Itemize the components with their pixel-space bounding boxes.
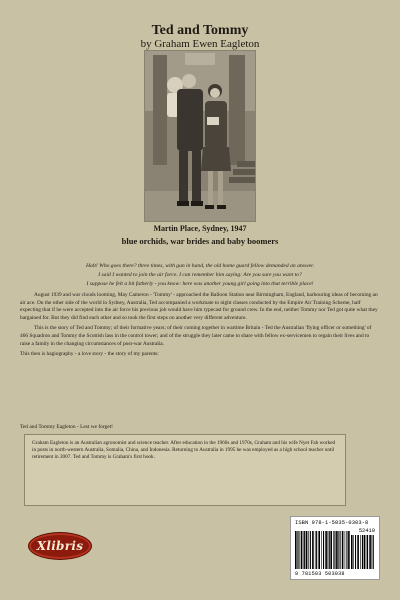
- quote-line: Halt! Who goes there? three times, with gun in hand, the old home guard fellow demanded an answer.: [85, 263, 315, 269]
- barcode: [290, 516, 380, 580]
- closing-line: Ted and Tommy Eagleton - Lest we forget!: [20, 424, 113, 430]
- book-title: Ted and Tommy: [151, 23, 249, 38]
- ean-number: 9 781503 503038: [295, 571, 345, 577]
- photo-caption-subtitle: blue orchids, war brides and baby boomers: [121, 236, 279, 246]
- ean-bars: [295, 531, 351, 569]
- publisher-name: Xlibris: [36, 539, 84, 553]
- opening-quote: [14, 262, 386, 289]
- price-addon-text: 52419: [358, 528, 375, 534]
- book-author: by Graham Ewen Eagleton: [140, 38, 260, 50]
- quote-line: I said I wanted to join the air force. I can remember him saying: Are you sure you want to?: [98, 272, 302, 278]
- photo-illustration: [145, 51, 255, 221]
- author-bio: Graham Eagleton is an Australian agronomist and science teacher. After education in the 1960s and 1970s, Graham and his wife Nyet Fah worked in posts in north-western Australia, Somalia, China, and Indonesia. Returning to Australia in 1995 he was employed as a high school teacher until retirement in 2007. Ted and Tommy is Graham's first book.: [24, 434, 346, 506]
- blurb-paragraph: This is the story of Ted and Tommy; of their formative years; of their coming together in wartime Britain - Ted the Australian 'flying officer or something' of 466 Squadron and Tommy the Scottish lass in the control tower; and of the struggle they later came to share with fellow ex-servicemen to regain their lives and to raise a family in the changing circumstances of post-war Australia.: [20, 325, 372, 347]
- blurb: [20, 292, 380, 362]
- isbn-text: ISBN 978-1-5035-0303-8: [295, 520, 369, 526]
- cover-photo: [144, 50, 256, 222]
- blurb-paragraph: August 1939 and war clouds looming, May Cameron - 'Tommy' - approached the Balloon Station near Birmingham, England, harbouring ideas of becoming an air ace. On the other side of the world in Sydney, Australia, Ted accompanied a workmate to night classes conducted by the Empire Air Training Scheme, half expecting that if he were accepted into the air force his previous job would have him typecast for ground crew. In the end, neither Tommy nor Ted got quite what they bargained for. But they did find each other and so took the first steps on another very different adventure.: [20, 292, 378, 321]
- publisher-logo: [28, 532, 92, 560]
- quote-line: I suppose he felt a bit fatherly - you know: here was another young girl going into that terrible place!: [86, 281, 314, 287]
- addon-bars: [351, 535, 375, 569]
- photo-caption-place: Martin Place, Sydney, 1947: [153, 224, 247, 233]
- blurb-paragraph: This then is hagiography - a love story - the story of my parents:: [20, 351, 159, 358]
